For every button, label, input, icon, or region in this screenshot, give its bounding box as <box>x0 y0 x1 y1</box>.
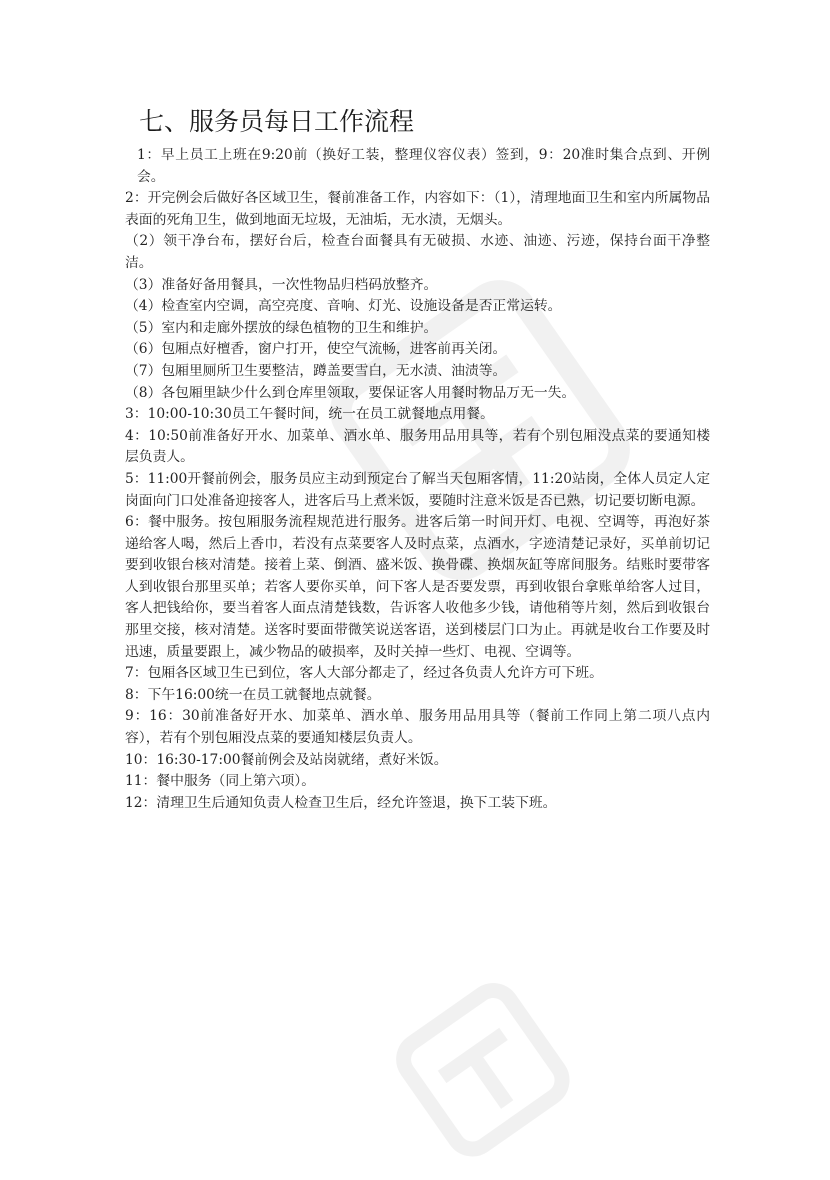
workflow-subitem-6: （6）包厢点好檀香，窗户打开，使空气流畅，进客前再关闭。 <box>125 341 507 358</box>
workflow-item-2: 2：开完例会后做好各区域卫生，餐前准备工作，内容如下：（1），清理地面卫生和室内所属物品表面的死角卫生，做到地面无垃圾，无油垢，无水渍，无烟头。 <box>125 190 710 228</box>
workflow-subitem-2: （2）领干净台布，摆好台后，检查台面餐具有无破损、水迹、油迹、污迹，保持台面干净整洁。 <box>125 233 710 271</box>
workflow-subitem-3: （3）准备好备用餐具，一次性物品归档码放整齐。 <box>125 276 438 293</box>
workflow-item-12: 12：清理卫生后通知负责人检查卫生后，经允许签退，换下工装下班。 <box>125 794 557 811</box>
workflow-item-1: 1：早上员工上班在9:20前（换好工装，整理仪容仪表）签到，9：20准时集合点到、开例会。 <box>137 147 710 185</box>
workflow-item-6: 6：餐中服务。按包厢服务流程规范进行服务。进客后第一时间开灯、电视、空调等，再泡好茶递给客人喝，然后上香巾，若没有点菜要客人及时点菜，点酒水，字迹清楚记录好，买单前切记要到收银台核对清楚。接着上菜、倒酒、盛米饭、换骨碟、换烟灰缸等席间服务。结账时要带客人到收银台那里买单；若客人要你买单，问下客人是否要发票，再到收银台拿账单给客人过目，客人把钱给你，要当着客人面点清楚钱数，告诉客人收他多少钱，请他稍等片刻，然后到收银台那里交接，核对清楚。送客时要面带微笑说送客语，送到楼层门口为止。再就是收台工作要及时迅速，质量要跟上，减少物品的破损率，及时关掉一些灯、电视、空调等。 <box>125 514 710 660</box>
workflow-item-5: 5：11:00开餐前例会，服务员应主动到预定台了解当天包厢客情，11:20站岗，全体人员定人定岗面向门口处准备迎接客人，进客后马上煮米饭，要随时注意米饭是否已熟，切记要切断电源。 <box>125 470 710 509</box>
workflow-list <box>125 145 710 814</box>
document-body <box>125 103 710 814</box>
workflow-subitem-5: （5）室内和走廊外摆放的绿色植物的卫生和维护。 <box>125 319 438 336</box>
workflow-item-7: 7：包厢各区域卫生已到位，客人大部分都走了，经过各负责人允许方可下班。 <box>125 665 603 682</box>
workflow-item-9: 9：16：30前准备好开水、加菜单、酒水单、服务用品用具等（餐前工作同上第二项八点内容），若有个别包厢没点菜的要通知楼层负责人。 <box>125 708 710 747</box>
workflow-item-4: 4：10:50前准备好开水、加菜单、酒水单、服务用品用具等，若有个别包厢没点菜的要通知楼层负责人。 <box>125 427 710 466</box>
workflow-item-8: 8：下午16:00统一在员工就餐地点就餐。 <box>125 686 381 703</box>
workflow-subitem-4: （4）检查室内空调，高空亮度、音响、灯光、设施设备是否正常运转。 <box>125 298 562 315</box>
workflow-item-3: 3：10:00-10:30员工午餐时间，统一在员工就餐地点用餐。 <box>125 406 494 423</box>
workflow-subitem-7: （7）包厢里厕所卫生要整洁，蹲盖要雪白，无水渍、油渍等。 <box>125 362 507 379</box>
workflow-subitem-8: （8）各包厢里缺少什么到仓库里领取，要保证客人用餐时物品万无一失。 <box>125 384 576 401</box>
workflow-item-10: 10：16:30-17:00餐前例会及站岗就绪，煮好米饭。 <box>125 751 448 768</box>
section-title: 七、服务员每日工作流程 <box>139 107 415 136</box>
workflow-item-11: 11：餐中服务（同上第六项）。 <box>125 773 316 790</box>
watermark-logo-bottom <box>360 980 620 1180</box>
